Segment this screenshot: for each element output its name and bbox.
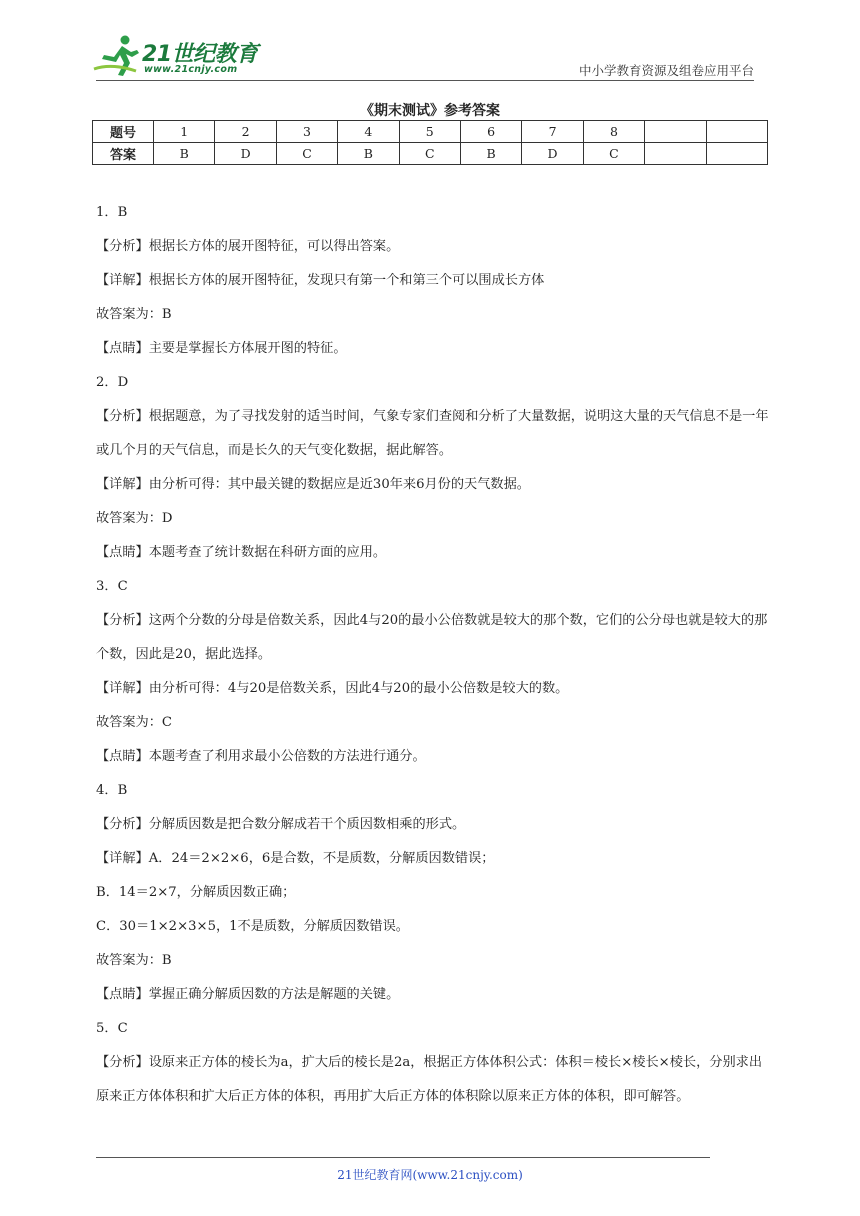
row-label-answer: 答案 — [93, 143, 154, 165]
q2-answer: 故答案为：D — [96, 511, 173, 526]
number-cell: 4 — [338, 121, 399, 143]
number-cell: 5 — [399, 121, 460, 143]
row-label-number: 题号 — [93, 121, 154, 143]
q3-answer: 故答案为：C — [96, 715, 173, 730]
q3-detail: 【详解】由分析可得：4与20是倍数关系，因此4与20的最小公倍数是较大的数。 — [96, 681, 569, 696]
number-cell — [645, 121, 706, 143]
q3-heading: 3．C — [96, 579, 128, 594]
footer-divider — [96, 1157, 710, 1158]
q3-analysis: 【分析】这两个分数的分母是倍数关系，因此4与20的最小公倍数就是较大的那个数，它们的公分母也就是较大的那个数，因此是20，据此选择。 — [96, 613, 768, 662]
q4-option-c: C．30＝1×2×3×5，1不是质数，分解质因数错误。 — [96, 919, 409, 934]
number-cell: 1 — [154, 121, 215, 143]
answer-cell: C — [583, 143, 644, 165]
q1-detail: 【详解】根据长方体的展开图特征，发现只有第一个和第三个可以围成长方体 — [96, 273, 545, 288]
q5-analysis: 【分析】设原来正方体的棱长为a，扩大后的棱长是2a，根据正方体体积公式：体积＝棱长×棱长×棱长，分别求出原来正方体体积和扩大后正方体的体积，再用扩大后正方体的体积除以原来正方体的体积，即可解答。 — [96, 1055, 763, 1104]
q4-answer: 故答案为：B — [96, 953, 172, 968]
q4-analysis: 【分析】分解质因数是把合数分解成若干个质因数相乘的形式。 — [96, 817, 466, 832]
q4-comment: 【点睛】掌握正确分解质因数的方法是解题的关键。 — [96, 987, 400, 1002]
q4-option-b: B．14＝2×7，分解质因数正确； — [96, 885, 296, 900]
answer-cell: C — [276, 143, 337, 165]
number-cell: 6 — [460, 121, 521, 143]
answer-cell: C — [399, 143, 460, 165]
footer-link[interactable]: 21世纪教育网(www.21cnjy.com) — [337, 1168, 523, 1182]
answer-cell: B — [154, 143, 215, 165]
question-number-row — [93, 121, 768, 143]
answer-cell: B — [460, 143, 521, 165]
q2-heading: 2．D — [96, 375, 129, 390]
number-cell — [706, 121, 767, 143]
q1-analysis: 【分析】根据长方体的展开图特征，可以得出答案。 — [96, 239, 400, 254]
q1-heading: 1．B — [96, 205, 128, 220]
number-cell: 3 — [276, 121, 337, 143]
platform-name: 中小学教育资源及组卷应用平台 — [578, 63, 754, 78]
page-header — [0, 0, 860, 90]
number-cell: 2 — [215, 121, 276, 143]
q2-comment: 【点睛】本题考查了统计数据在科研方面的应用。 — [96, 545, 387, 560]
number-cell: 7 — [522, 121, 583, 143]
logo-url: www.21cnjy.com — [144, 64, 238, 75]
q2-detail: 【详解】由分析可得：其中最关键的数据应是近30年来6月份的天气数据。 — [96, 477, 530, 492]
number-cell: 8 — [583, 121, 644, 143]
site-logo[interactable] — [92, 33, 262, 79]
runner-logo-icon — [92, 33, 144, 79]
answer-row — [93, 143, 768, 165]
answer-cell — [645, 143, 706, 165]
page-title: 《期末测试》参考答案 — [360, 103, 500, 119]
q3-comment: 【点睛】本题考查了利用求最小公倍数的方法进行通分。 — [96, 749, 426, 764]
q5-heading: 5．C — [96, 1021, 128, 1036]
q1-comment: 【点睛】主要是掌握长方体展开图的特征。 — [96, 341, 347, 356]
q1-answer: 故答案为：B — [96, 307, 172, 322]
q2-analysis: 【分析】根据题意，为了寻找发射的适当时间，气象专家们查阅和分析了大量数据，说明这大量的天气信息不是一年或几个月的天气信息，而是长久的天气变化数据，据此解答。 — [96, 409, 769, 458]
header-divider — [96, 80, 754, 81]
answer-explanations — [96, 196, 772, 1114]
q4-detail: 【详解】A．24＝2×2×6，6是合数，不是质数，分解质因数错误； — [96, 851, 495, 866]
answer-table — [92, 120, 768, 165]
answer-cell — [706, 143, 767, 165]
answer-cell: D — [522, 143, 583, 165]
answer-cell: D — [215, 143, 276, 165]
answer-cell: B — [338, 143, 399, 165]
logo-text: 21世纪教育 — [142, 42, 258, 67]
q4-heading: 4．B — [96, 783, 128, 798]
